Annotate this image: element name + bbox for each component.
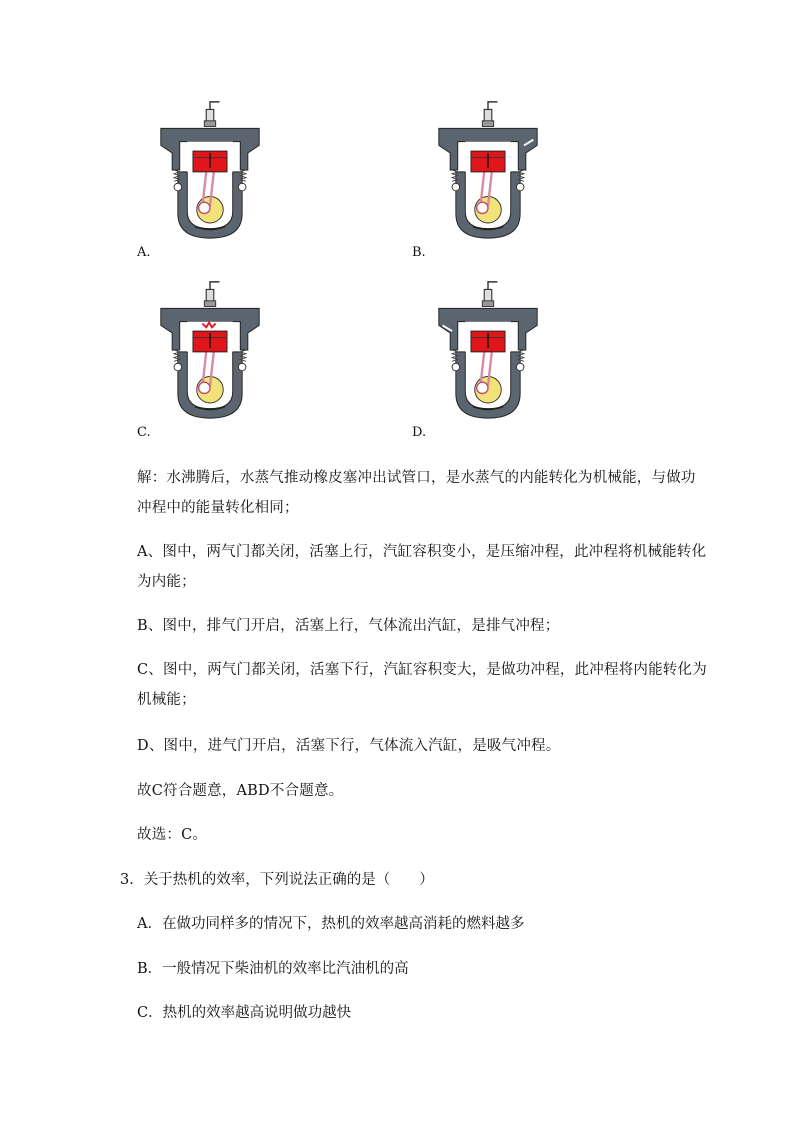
figure-label-c: C. <box>137 425 151 440</box>
analysis-a-line-1: A、图中，两气门都关闭，活塞上行，汽缸容积变小，是压缩冲程，此冲程将机械能转化 <box>137 544 707 560</box>
figure-label-a: A. <box>137 245 151 260</box>
analysis-a-line-2: 为内能； <box>137 574 196 590</box>
question-3-stem: 3．关于热机的效率，下列说法正确的是（ ） <box>120 872 434 888</box>
answer: 故选：C。 <box>137 827 208 843</box>
question-3-option-a: A．在做功同样多的情况下，热机的效率越高消耗的燃料越多 <box>137 916 525 932</box>
solution-line-2: 冲程中的能量转化相同； <box>137 500 299 516</box>
analysis-c-line-1: C、图中，两气门都关闭，活塞下行，汽缸容积变大，是做功冲程，此冲程将内能转化为 <box>137 662 707 678</box>
conclusion: 故C符合题意，ABD不合题意。 <box>137 783 344 799</box>
engine-figure-d <box>428 280 548 420</box>
analysis-b: B、图中，排气门开启，活塞上行，气体流出汽缸，是排气冲程； <box>137 618 560 634</box>
engine-figure-c <box>150 280 270 420</box>
engine-figure-b <box>428 100 548 240</box>
figure-label-b: B. <box>412 245 426 260</box>
figure-label-d: D. <box>412 425 427 440</box>
analysis-c-line-2: 机械能； <box>137 692 196 708</box>
engine-figure-a <box>150 100 270 240</box>
question-3-option-c: C．热机的效率越高说明做功越快 <box>137 1005 352 1021</box>
question-3-option-b: B．一般情况下柴油机的效率比汽油机的高 <box>137 961 409 977</box>
analysis-d: D、图中，进气门开启，活塞下行，气体流入汽缸，是吸气冲程。 <box>137 738 561 754</box>
solution-line-1: 解：水沸腾后，水蒸气推动橡皮塞冲出试管口，是水蒸气的内能转化为机械能，与做功 <box>137 470 696 486</box>
